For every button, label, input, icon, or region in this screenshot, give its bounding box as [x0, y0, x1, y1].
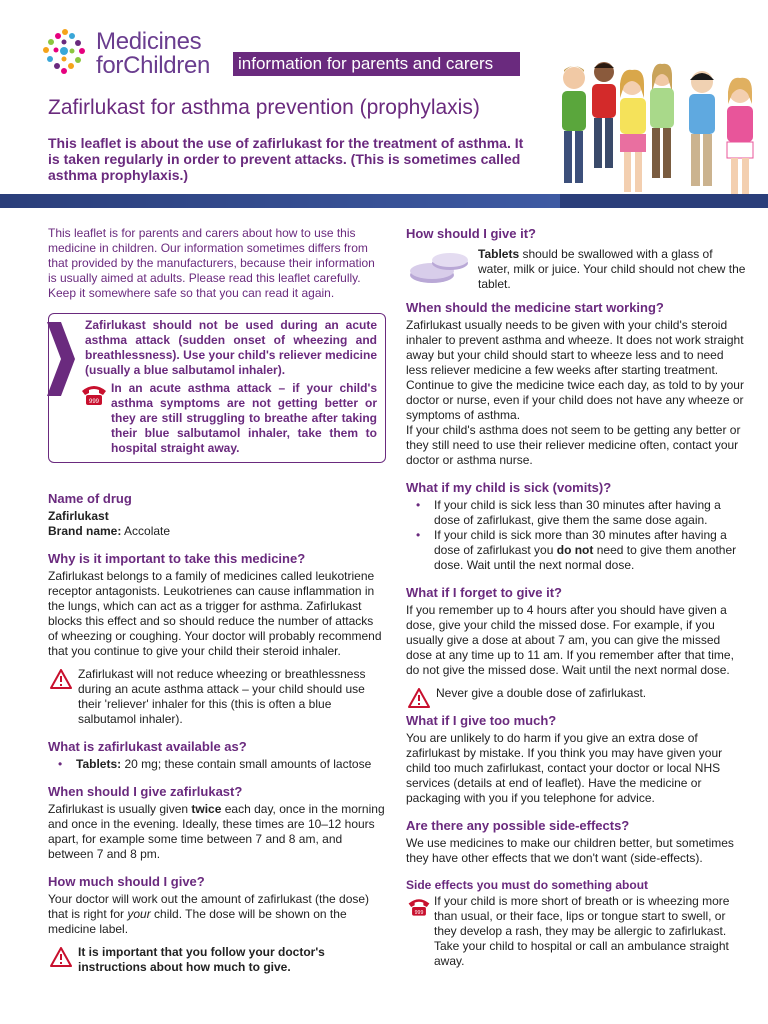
- brand-name-line: [48, 524, 386, 539]
- tagline: information for parents and carers: [233, 52, 520, 76]
- warning-triangle-icon: [50, 947, 72, 967]
- side-effects-text: We use medicines to make our children better, but sometimes they have other effects that we don't want (side-effects).: [406, 836, 734, 865]
- page-title: Zafirlukast for asthma prevention (prophylaxis): [48, 96, 480, 119]
- svg-text:999: 999: [414, 909, 424, 916]
- drug-name: Zafirlukast: [48, 509, 109, 523]
- allergy-emergency-text: If your child is more short of breath or is wheezing more than usual, or their face, lips or tongue start to swell, or they develop a rash, they may be allergic to zafirlukast. Take your child to hospital or call an ambulance straight away.: [434, 894, 730, 968]
- when-give-text: Zafirlukast is usually given twice each day, once in the morning and once in the evening. Ideally, these times are 10–12 hours apart, for example some time between 7 and 8 am, and between 7 and 8 pm.: [48, 802, 385, 861]
- emergency-phone-icon: [406, 896, 432, 918]
- intro-paragraph: This leaflet is for parents and carers about how to use this medicine in children. Our information sometimes differs from that provided by the manufacturers, because their information is usually aimed at adults. Please read this leaflet carefully. Keep it somewhere safe so that you can read it again.: [48, 226, 375, 300]
- forget-heading: What if I forget to give it?: [406, 585, 562, 600]
- double-dose-note: [406, 686, 746, 701]
- asthma-attack-warning-box: [48, 313, 386, 463]
- left-column: [48, 226, 386, 975]
- tablets-bold-label: Tablets: [478, 247, 520, 261]
- warning-text-hospital: In an acute asthma attack – if your child's asthma symptoms are not getting better or they are still struggling to breathe after taking their blue salbutamol inhaler, take them to hospital straight away.: [111, 381, 377, 455]
- brand-name-label: Brand name:: [48, 524, 122, 538]
- double-dose-text: Never give a double dose of zafirlukast.: [436, 686, 647, 700]
- side-effects-heading: Are there any possible side-effects?: [406, 818, 630, 833]
- tablets-label: Tablets:: [76, 757, 122, 771]
- brand-name-value: Accolate: [124, 524, 171, 538]
- name-of-drug-heading: Name of drug: [48, 491, 132, 506]
- tablet-icon: [408, 249, 470, 285]
- how-much-heading: How much should I give?: [48, 874, 205, 889]
- reliever-note-text: Zafirlukast will not reduce wheezing or breathlessness during an acute asthma attack – your child should use their 'reliever' inhaler for this (this is often a blue salbutamol inhaler).: [78, 667, 366, 726]
- logo-text-medicines: Medicines: [96, 28, 202, 55]
- dose-instructions-text: It is important that you follow your doctor's instructions about how much to give.: [78, 945, 325, 974]
- medicines-for-children-logo-icon: [38, 26, 92, 78]
- reliever-note: [48, 667, 386, 727]
- tablets-instruction-text: should be swallowed with a glass of water, milk or juice. Your child should not chew the tablet.: [478, 247, 746, 291]
- logo: [38, 26, 228, 78]
- when-give-heading: When should I give zafirlukast?: [48, 784, 243, 799]
- start-working-text-1: Zafirlukast usually needs to be given with your child's steroid inhaler to prevent asthma and wheeze. It does not work straight away but your child should start to wheeze less and to need less reliever medicine a few weeks after starting treatment. Continue to give the medicine twice each day, as told to by your doctor or nurse, even if your child does not have any wheeze or symptoms of asthma.: [406, 318, 744, 422]
- available-as-list: [48, 757, 386, 772]
- logo-text-for-children: forChildren: [96, 52, 211, 79]
- child-sick-heading: What if my child is sick (vomits)?: [406, 480, 612, 495]
- warning-text-acute-attack: Zafirlukast should not be used during an acute asthma attack (sudden onset of wheezing and breathlessness). Use your child's reliever medicine (usually a blue salbutamol inhaler).: [85, 318, 377, 377]
- start-working-text-2: If your child's asthma does not seem to be getting any better or they still need to use their reliever medicine often, contact your doctor or asthma nurse.: [406, 423, 741, 467]
- list-item: • If your child is sick less than 30 minutes after having a dose of zafirlukast, give them the same dose again.: [406, 498, 746, 528]
- start-working-heading: When should the medicine start working?: [406, 300, 664, 315]
- how-much-text: Your doctor will work out the amount of zafirlukast (the dose) that is right for your child. The dose will be shown on the medicine label.: [48, 892, 370, 936]
- dose-instructions-note: [48, 945, 386, 975]
- allergy-emergency-note: [406, 894, 746, 969]
- why-important-text: Zafirlukast belongs to a family of medicines called leukotriene receptor antagonists. Leukotrienes can cause inflammation in the lungs, which can act as a trigger for asthma. Zafirlukast blocks this effect and so should reduce the number of attacks of wheezing or coughing. Your doctor will probably recommend that you continue to give your child their steroid inhaler.: [48, 569, 382, 658]
- too-much-heading: What if I give too much?: [406, 713, 557, 728]
- how-give-heading: How should I give it?: [406, 226, 536, 241]
- too-much-text: You are unlikely to do harm if you give an extra dose of zafirlukast by mistake. If you think you may have given your child too much zafirlukast, contact your doctor or local NHS services (details at end of leaflet). Have the medicine or packaging with you if you telephone for advice.: [406, 731, 723, 805]
- why-important-heading: Why is it important to take this medicine?: [48, 551, 306, 566]
- side-effects-subheading: Side effects you must do something about: [406, 878, 649, 892]
- chevron-right-icon: [47, 322, 77, 396]
- list-item: • If your child is sick more than 30 minutes after having a dose of zafirlukast you do not need to give them another dose. Wait until the next normal dose.: [406, 528, 746, 573]
- warning-triangle-icon: [50, 669, 72, 689]
- right-column: [406, 226, 746, 969]
- child-sick-list: [406, 498, 746, 573]
- children-photo: [552, 58, 768, 208]
- svg-text:999: 999: [88, 399, 100, 405]
- header-divider-band-gradient: [0, 194, 560, 208]
- list-item: [48, 757, 386, 772]
- warning-triangle-icon: [408, 688, 430, 708]
- tablets-instruction: [406, 247, 746, 292]
- forget-text: If you remember up to 4 hours after you should have given a dose, give your child the missed dose. For example, if you usually give a dose at about 7 am, you can give the missed dose at any time up to 11 am. If you remember after that time, do not give the missed dose. Wait until the next normal dose.: [406, 603, 734, 677]
- available-as-heading: What is zafirlukast available as?: [48, 739, 247, 754]
- intro-summary: This leaflet is about the use of zafirlukast for the treatment of asthma. It is taken regularly in order to prevent attacks. (This is sometimes called asthma prophylaxis.): [48, 135, 524, 183]
- tablets-value: 20 mg; these contain small amounts of lactose: [124, 757, 372, 771]
